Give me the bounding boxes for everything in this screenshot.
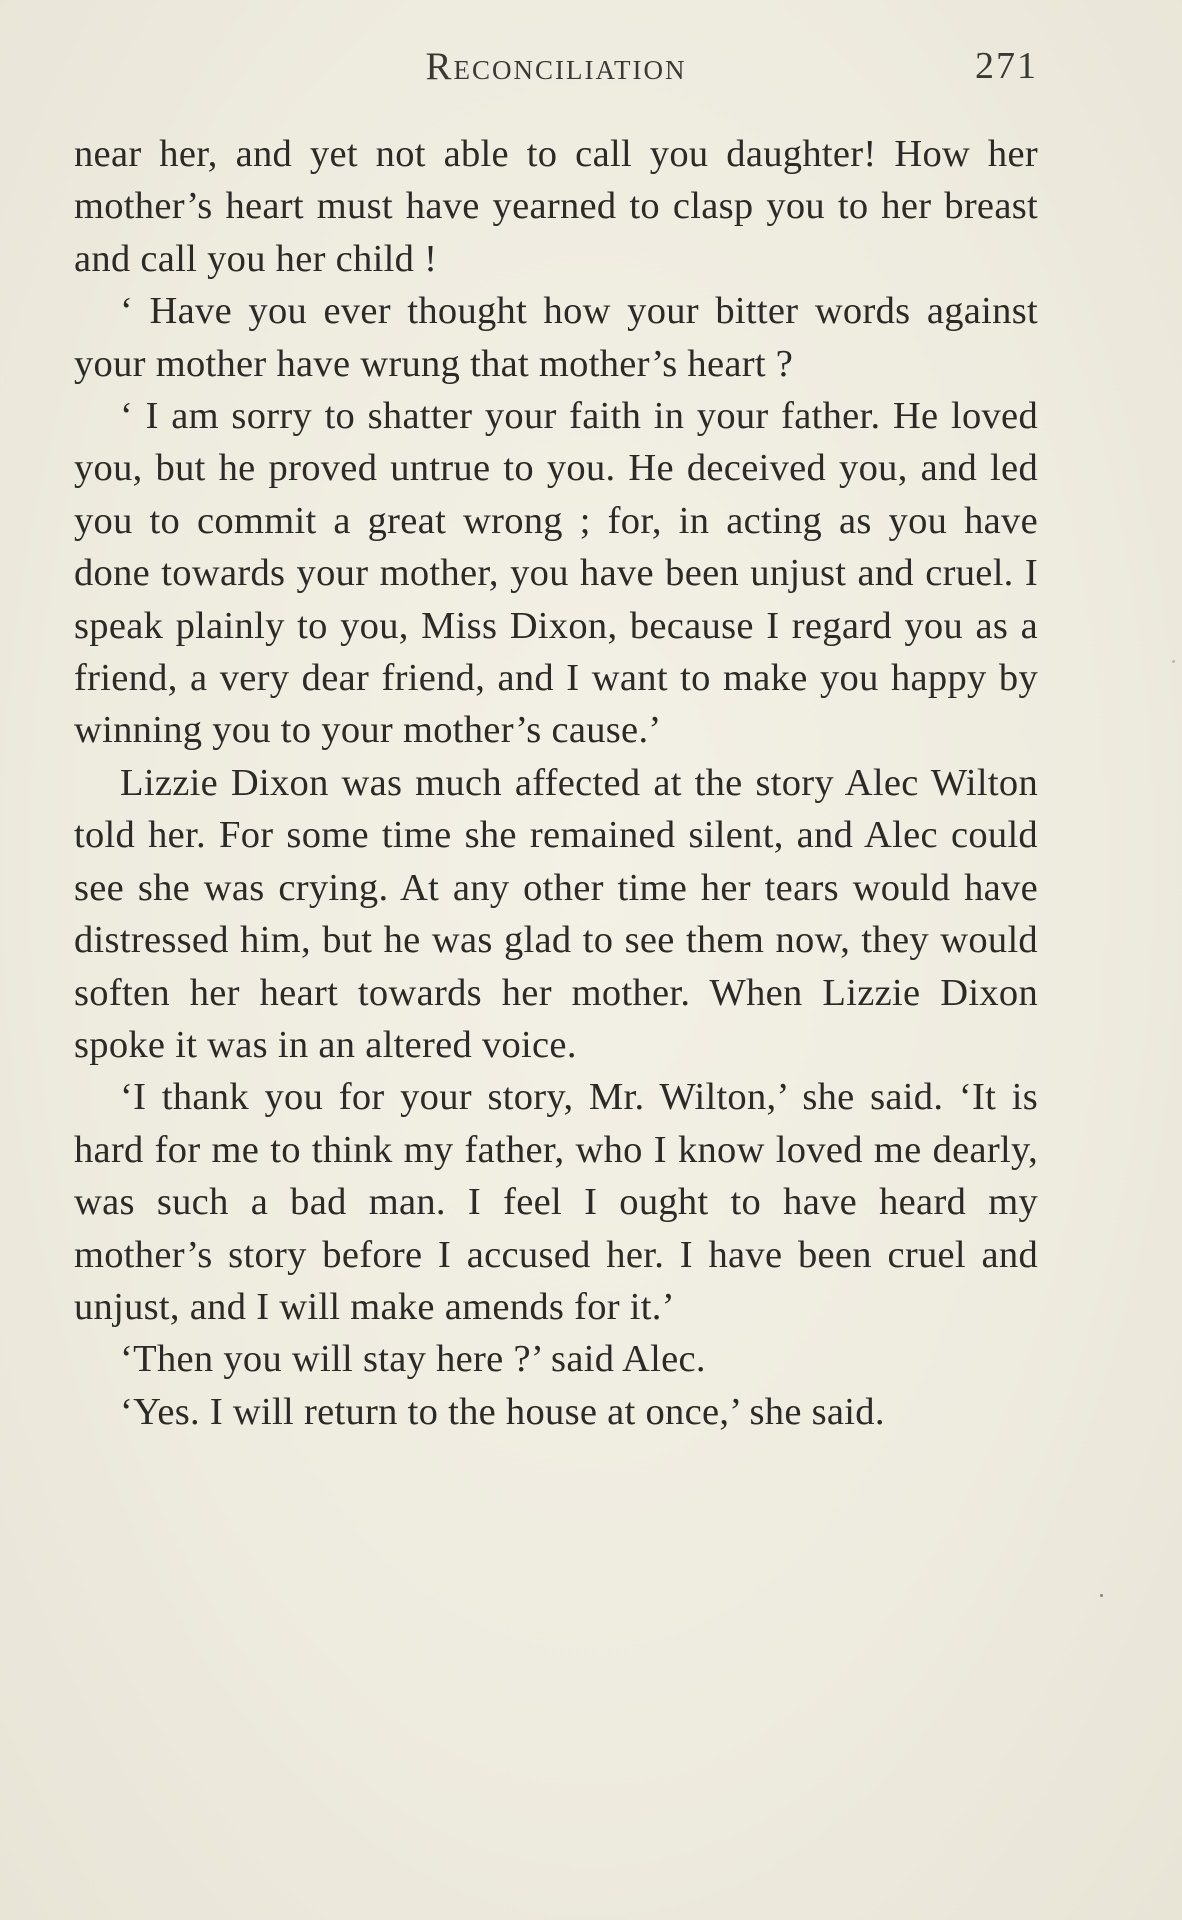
running-head: [74, 36, 1038, 96]
paragraph: ‘I thank you for your story, Mr. Wilton,’ she said. ‘It is hard for me to think my father, who I know loved me dearly, was such a bad man. I feel I ought to have heard my mother’s story before I accused her. I have been cruel and unjust, and I will make amends for it.’: [74, 1076, 1038, 1328]
page-number: 271: [975, 45, 1038, 87]
paragraph: ‘ Have you ever thought how your bitter words against your mother have wrung that mother’s heart ?: [74, 290, 1038, 385]
body-text: [74, 128, 1038, 1438]
running-title: Reconciliation: [425, 45, 687, 88]
paragraph: ‘Then you will stay here ?’ said Alec.: [120, 1338, 706, 1381]
paragraph: ‘Yes. I will return to the house at once,’ she said.: [120, 1390, 885, 1433]
paragraph: Lizzie Dixon was much affected at the story Alec Wilton told her. For some time she remained silent, and Alec could see she was crying. At any other time her tears would have distressed him, but he was glad to see them now, they would soften her heart towards her mother. When Lizzie Dixon spoke it was in an altered voice.: [74, 761, 1038, 1066]
paper-speck: [1172, 660, 1175, 663]
paragraph: ‘ I am sorry to shatter your faith in your father. He loved you, but he proved untrue to you. He deceived you, and led you to commit a great wrong ; for, in acting as you have done towards your mother, you have been unjust and cruel. I speak plainly to you, Miss Dixon, because I regard you as a friend, a very dear friend, and I want to make you happy by winning you to your mother’s cause.’: [74, 395, 1038, 752]
paper-speck: [1100, 1594, 1103, 1597]
paragraph: near her, and yet not able to call you daughter! How her mother’s heart must have yearned to clasp you to her breast and call you her child !: [74, 133, 1038, 280]
